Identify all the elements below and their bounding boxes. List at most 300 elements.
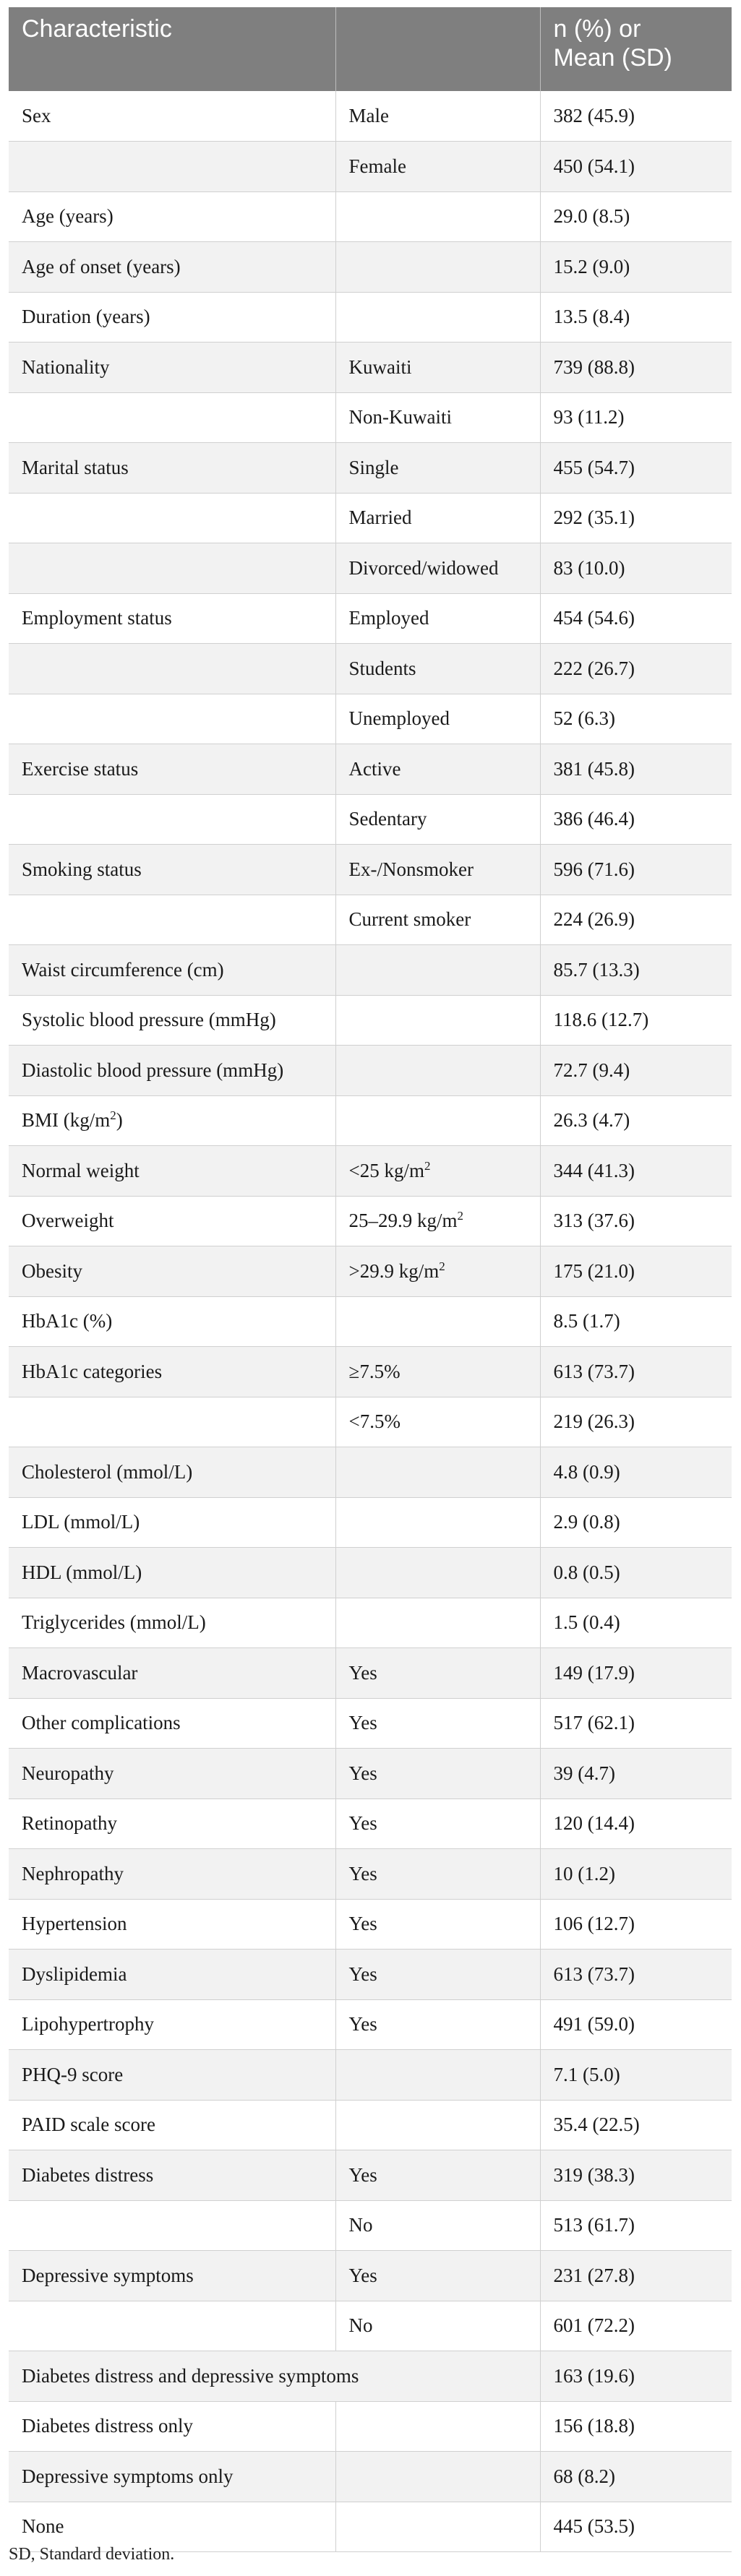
cell-value-text: 1.5 (0.4) [553, 1611, 620, 1634]
cell-category [335, 493, 540, 543]
cell-value-text: 149 (17.9) [553, 1661, 635, 1684]
cell-value [540, 1095, 732, 1146]
cell-characteristic [9, 1046, 335, 1096]
cell-characteristic-text: None [22, 2515, 64, 2538]
table-footnote: SD, Standard deviation. [9, 2545, 175, 2564]
table-row [9, 242, 732, 293]
table-row [9, 2351, 732, 2402]
cell-value-text: 106 (12.7) [553, 1913, 635, 1935]
table-row [9, 1246, 732, 1297]
cell-characteristic [9, 543, 335, 594]
cell-value [540, 1347, 732, 1397]
cell-category [335, 1196, 540, 1246]
cell-value-text: 513 (61.7) [553, 2214, 635, 2236]
table-row [9, 2452, 732, 2502]
cell-characteristic-text: Employment status [22, 607, 172, 629]
cell-category [335, 242, 540, 293]
cell-category [335, 2150, 540, 2201]
cell-value-text: 596 (71.6) [553, 858, 635, 880]
cell-category [335, 1950, 540, 2000]
cell-value-text: 450 (54.1) [553, 155, 635, 177]
cell-characteristic-text: Systolic blood pressure (mmHg) [22, 1009, 276, 1031]
cell-category-text: Yes [348, 1963, 377, 1985]
cell-value [540, 1598, 732, 1648]
header-value-line1: n (%) or [553, 15, 641, 43]
table-row [9, 945, 732, 996]
cell-value [540, 1046, 732, 1096]
cell-value-text: 455 (54.7) [553, 456, 635, 478]
cell-characteristic-text: HDL (mmol/L) [22, 1561, 142, 1583]
cell-value-text: 39 (4.7) [553, 1762, 615, 1784]
table-row [9, 392, 732, 443]
cell-value-text: 8.5 (1.7) [553, 1310, 620, 1332]
cell-category-text: Ex-/Nonsmoker [348, 858, 474, 880]
cell-value-text: 313 (37.6) [553, 1210, 635, 1232]
cell-category-text: 25–29.9 kg/m [348, 1210, 458, 1232]
cell-value-text: 10 (1.2) [553, 1862, 615, 1884]
cell-value [540, 2452, 732, 2502]
cell-value [540, 292, 732, 343]
cell-characteristic [9, 1548, 335, 1598]
cell-characteristic [9, 2251, 335, 2301]
cell-category [335, 2301, 540, 2351]
cell-value [540, 242, 732, 293]
cell-value-text: 224 (26.9) [553, 908, 635, 931]
cell-value-text: 613 (73.7) [553, 1360, 635, 1382]
cell-value [540, 794, 732, 845]
header-characteristic: Characteristic [9, 7, 335, 91]
cell-category [335, 1397, 540, 1447]
cell-characteristic [9, 1296, 335, 1347]
cell-value-text: 386 (46.4) [553, 808, 635, 830]
cell-characteristic-text: HbA1c (%) [22, 1310, 113, 1332]
cell-characteristic [9, 593, 335, 644]
cell-value-text: 120 (14.4) [553, 1812, 635, 1835]
cell-characteristic-text: LDL (mmol/L) [22, 1511, 140, 1533]
cell-category [335, 2401, 540, 2452]
cell-characteristic-text: Diabetes distress only [22, 2415, 193, 2437]
table-row [9, 744, 732, 795]
cell-category-text: <7.5% [348, 1410, 401, 1433]
cell-characteristic [9, 1950, 335, 2000]
cell-value [540, 1799, 732, 1849]
cell-value [540, 1899, 732, 1950]
cell-value [540, 1246, 732, 1297]
cell-value-text: 52 (6.3) [553, 707, 615, 730]
cell-value [540, 895, 732, 945]
cell-category-text: Married [348, 507, 412, 529]
table-row [9, 794, 732, 845]
cell-value-text: 491 (59.0) [553, 2013, 635, 2036]
cell-category [335, 1095, 540, 1146]
cell-category-text: Active [348, 757, 401, 780]
cell-category-superscript: 2 [439, 1259, 445, 1273]
cell-characteristic-text: Obesity [22, 1259, 82, 1282]
cell-characteristic [9, 1347, 335, 1397]
cell-category-text: Divorced/widowed [348, 556, 499, 579]
table-row [9, 1196, 732, 1246]
cell-value-text: 319 (38.3) [553, 2163, 635, 2186]
cell-value-text: 739 (88.8) [553, 356, 635, 378]
table-row [9, 543, 732, 594]
cell-category [335, 392, 540, 443]
cell-value-text: 222 (26.7) [553, 657, 635, 679]
cell-category-text: Kuwaiti [348, 356, 412, 378]
cell-characteristic [9, 1749, 335, 1799]
cell-characteristic-text: Retinopathy [22, 1812, 117, 1835]
cell-characteristic [9, 1447, 335, 1498]
cell-category [335, 1347, 540, 1397]
table-body [9, 91, 732, 2552]
cell-characteristic-text: Waist circumference (cm) [22, 958, 224, 981]
cell-value [540, 1397, 732, 1447]
cell-characteristic [9, 1146, 335, 1197]
cell-characteristic-text: Hypertension [22, 1913, 127, 1935]
cell-category [335, 2452, 540, 2502]
table-row [9, 2401, 732, 2452]
cell-characteristic [9, 644, 335, 694]
cell-value-text: 26.3 (4.7) [553, 1109, 630, 1132]
cell-characteristic-text: Neuropathy [22, 1762, 114, 1784]
cell-characteristic-text: Normal weight [22, 1159, 140, 1181]
cell-value [540, 644, 732, 694]
table-row [9, 1899, 732, 1950]
cell-characteristic [9, 2050, 335, 2101]
table-row [9, 142, 732, 192]
cell-category [335, 543, 540, 594]
cell-category-superscript: 2 [424, 1158, 431, 1173]
cell-category [335, 995, 540, 1046]
cell-value-text: 13.5 (8.4) [553, 306, 630, 328]
cell-category-text: Yes [348, 1862, 377, 1884]
cell-value [540, 2502, 732, 2552]
cell-category [335, 2502, 540, 2552]
cell-category [335, 1548, 540, 1598]
cell-category [335, 1598, 540, 1648]
cell-characteristic-text: Diabetes distress and depressive symptoms [22, 2364, 359, 2387]
cell-characteristic [9, 142, 335, 192]
cell-value [540, 1950, 732, 2000]
cell-category [335, 1698, 540, 1749]
cell-characteristic-suffix: ) [116, 1109, 123, 1132]
cell-characteristic [9, 292, 335, 343]
cell-value-text: 4.8 (0.9) [553, 1460, 620, 1483]
table-row [9, 1397, 732, 1447]
cell-characteristic [9, 845, 335, 895]
table-row [9, 1095, 732, 1146]
cell-characteristic [9, 895, 335, 945]
cell-value [540, 2050, 732, 2101]
cell-characteristic-text: HbA1c categories [22, 1360, 163, 1382]
cell-value-text: 118.6 (12.7) [553, 1009, 649, 1031]
cell-characteristic [9, 694, 335, 744]
cell-characteristic [9, 2301, 335, 2351]
table-row [9, 1497, 732, 1548]
cell-value-text: 93 (11.2) [553, 406, 625, 428]
table-row [9, 1648, 732, 1699]
cell-characteristic-text: Triglycerides (mmol/L) [22, 1611, 206, 1634]
cell-value [540, 2200, 732, 2251]
cell-value [540, 1749, 732, 1799]
cell-value [540, 1698, 732, 1749]
table-row [9, 1046, 732, 1096]
cell-category [335, 1799, 540, 1849]
table-row [9, 895, 732, 945]
cell-characteristic [9, 2200, 335, 2251]
cell-value [540, 493, 732, 543]
cell-characteristic-text: Overweight [22, 1210, 114, 1232]
cell-category [335, 443, 540, 494]
table-row [9, 191, 732, 242]
cell-category-text: Yes [348, 1913, 377, 1935]
table-row [9, 2050, 732, 2101]
header-value [540, 7, 732, 91]
cell-characteristic-text: Age of onset (years) [22, 255, 181, 277]
cell-value-text: 219 (26.3) [553, 1410, 635, 1433]
cell-value-text: 175 (21.0) [553, 1259, 635, 1282]
cell-characteristic [9, 744, 335, 795]
cell-characteristic [9, 2100, 335, 2150]
cell-value-text: 68 (8.2) [553, 2465, 615, 2487]
table-row [9, 1799, 732, 1849]
cell-value-text: 517 (62.1) [553, 1712, 635, 1734]
table-row [9, 1296, 732, 1347]
cell-value-text: 231 (27.8) [553, 2264, 635, 2286]
cell-characteristic [9, 1899, 335, 1950]
cell-characteristic [9, 995, 335, 1046]
cell-characteristic [9, 1598, 335, 1648]
cell-category [335, 191, 540, 242]
cell-value [540, 2351, 732, 2402]
cell-category-text: Yes [348, 2163, 377, 2186]
cell-value [540, 2401, 732, 2452]
cell-category [335, 1999, 540, 2050]
cell-category-text: ≥7.5% [348, 1360, 401, 1382]
table-row [9, 443, 732, 494]
cell-value-text: 163 (19.6) [553, 2364, 635, 2387]
cell-value [540, 91, 732, 142]
cell-characteristic [9, 493, 335, 543]
cell-category [335, 845, 540, 895]
cell-category [335, 91, 540, 142]
cell-characteristic [9, 1999, 335, 2050]
cell-characteristic [9, 794, 335, 845]
cell-characteristic [9, 1849, 335, 1900]
cell-category-text: Students [348, 657, 416, 679]
cell-characteristic [9, 392, 335, 443]
cell-category [335, 1296, 540, 1347]
cell-characteristic [9, 1698, 335, 1749]
cell-characteristic-text: Depressive symptoms [22, 2264, 194, 2286]
cell-characteristic [9, 2351, 540, 2402]
table-row [9, 1447, 732, 1498]
cell-value [540, 2100, 732, 2150]
table-row [9, 593, 732, 644]
cell-characteristic-text: Depressive symptoms only [22, 2465, 234, 2487]
cell-value-text: 344 (41.3) [553, 1159, 635, 1181]
table-row [9, 292, 732, 343]
cell-characteristic [9, 1246, 335, 1297]
cell-category-text: No [348, 2214, 373, 2236]
cell-characteristic [9, 2452, 335, 2502]
cell-value [540, 995, 732, 1046]
cell-category [335, 292, 540, 343]
cell-category [335, 945, 540, 996]
cell-value-text: 601 (72.2) [553, 2314, 635, 2337]
cell-category-text: Non-Kuwaiti [348, 406, 452, 428]
cell-category [335, 1447, 540, 1498]
cell-characteristic-text: Lipohypertrophy [22, 2013, 154, 2036]
table-row [9, 1950, 732, 2000]
cell-value-text: 613 (73.7) [553, 1963, 635, 1985]
cell-category-superscript: 2 [457, 1209, 464, 1223]
cell-value [540, 1296, 732, 1347]
cell-category [335, 1648, 540, 1699]
table-row [9, 2200, 732, 2251]
table-row [9, 2100, 732, 2150]
cell-category [335, 1849, 540, 1900]
table-row [9, 2251, 732, 2301]
cell-value [540, 945, 732, 996]
cell-value [540, 744, 732, 795]
cell-characteristic [9, 1497, 335, 1548]
table-row [9, 91, 732, 142]
cell-characteristic [9, 1799, 335, 1849]
cell-value-text: 15.2 (9.0) [553, 255, 630, 277]
cell-value-text: 454 (54.6) [553, 607, 635, 629]
cell-category-text: Yes [348, 1812, 377, 1835]
cell-value [540, 2251, 732, 2301]
cell-category [335, 1046, 540, 1096]
cell-category [335, 593, 540, 644]
cell-category-text: Single [348, 456, 399, 478]
cell-category-text: Unemployed [348, 707, 450, 730]
table-row [9, 1849, 732, 1900]
cell-category-text: Employed [348, 607, 429, 629]
header-value-line2: Mean (SD) [553, 44, 672, 72]
cell-value [540, 1497, 732, 1548]
cell-value [540, 2150, 732, 2201]
table-row [9, 1698, 732, 1749]
table-row [9, 644, 732, 694]
header-row [9, 7, 732, 91]
cell-value [540, 191, 732, 242]
table-row [9, 1749, 732, 1799]
cell-value-text: 381 (45.8) [553, 757, 635, 780]
cell-category [335, 644, 540, 694]
cell-category-text: Yes [348, 1712, 377, 1734]
cell-characteristic [9, 2401, 335, 2452]
cell-category [335, 343, 540, 393]
cell-value [540, 845, 732, 895]
cell-characteristic-text: Nationality [22, 356, 110, 378]
cell-value-text: 35.4 (22.5) [553, 2114, 640, 2136]
cell-category [335, 2100, 540, 2150]
cell-characteristic-text: Marital status [22, 456, 129, 478]
cell-characteristic [9, 1095, 335, 1146]
cell-category-text: >29.9 kg/m [348, 1259, 440, 1282]
table-row [9, 995, 732, 1046]
cell-value [540, 1999, 732, 2050]
cell-value [540, 142, 732, 192]
cell-category-text: Yes [348, 2264, 377, 2286]
cell-category-text: Current smoker [348, 908, 471, 931]
cell-category [335, 895, 540, 945]
cell-category [335, 2200, 540, 2251]
cell-value [540, 1548, 732, 1598]
cell-characteristic-text: Other complications [22, 1712, 181, 1734]
cell-value [540, 593, 732, 644]
cell-category-text: Female [348, 155, 406, 177]
cell-characteristic [9, 2150, 335, 2201]
cell-value-text: 7.1 (5.0) [553, 2063, 620, 2085]
table-row [9, 493, 732, 543]
cell-characteristic-text: PHQ-9 score [22, 2063, 124, 2085]
cell-characteristic [9, 443, 335, 494]
cell-characteristic [9, 91, 335, 142]
cell-category-text: Sedentary [348, 808, 427, 830]
cell-characteristic-text: Age (years) [22, 205, 113, 228]
cell-category [335, 1146, 540, 1197]
cell-value-text: 382 (45.9) [553, 105, 635, 126]
cell-value [540, 543, 732, 594]
cell-value-text: 0.8 (0.5) [553, 1561, 620, 1583]
cell-category [335, 2251, 540, 2301]
cell-category-text: Male [348, 105, 389, 126]
cell-value-text: 156 (18.8) [553, 2415, 635, 2437]
cell-value [540, 1849, 732, 1900]
cell-characteristic-text: Dyslipidemia [22, 1963, 127, 1985]
cell-characteristic [9, 1397, 335, 1447]
cell-category [335, 2050, 540, 2101]
cell-value-text: 2.9 (0.8) [553, 1511, 620, 1533]
cell-characteristic [9, 1648, 335, 1699]
cell-characteristic [9, 242, 335, 293]
cell-characteristic [9, 945, 335, 996]
cell-characteristic-text: BMI (kg/m [22, 1109, 111, 1132]
cell-value [540, 343, 732, 393]
cell-category [335, 1497, 540, 1548]
cell-value [540, 1648, 732, 1699]
characteristics-table [9, 7, 732, 2552]
table-row [9, 1999, 732, 2050]
cell-category-text: Yes [348, 2013, 377, 2036]
cell-characteristic [9, 343, 335, 393]
table-row [9, 1548, 732, 1598]
table-row [9, 694, 732, 744]
cell-characteristic-text: Exercise status [22, 757, 139, 780]
table-row [9, 2150, 732, 2201]
cell-category [335, 744, 540, 795]
cell-characteristic-text: PAID scale score [22, 2114, 155, 2136]
table-row [9, 1598, 732, 1648]
cell-characteristic-text: Smoking status [22, 858, 142, 880]
cell-characteristic-text: Nephropathy [22, 1862, 124, 1884]
cell-category-text: Yes [348, 1762, 377, 1784]
cell-characteristic [9, 191, 335, 242]
cell-value-text: 83 (10.0) [553, 556, 625, 579]
cell-value [540, 1447, 732, 1498]
cell-category-text: <25 kg/m [348, 1159, 424, 1181]
cell-characteristic-text: Duration (years) [22, 306, 150, 328]
cell-value [540, 2301, 732, 2351]
cell-value-text: 445 (53.5) [553, 2515, 635, 2538]
table-header [9, 7, 732, 91]
cell-category-text: Yes [348, 1661, 377, 1684]
cell-category [335, 1246, 540, 1297]
cell-characteristic-text: Sex [22, 105, 51, 126]
table-row [9, 2301, 732, 2351]
